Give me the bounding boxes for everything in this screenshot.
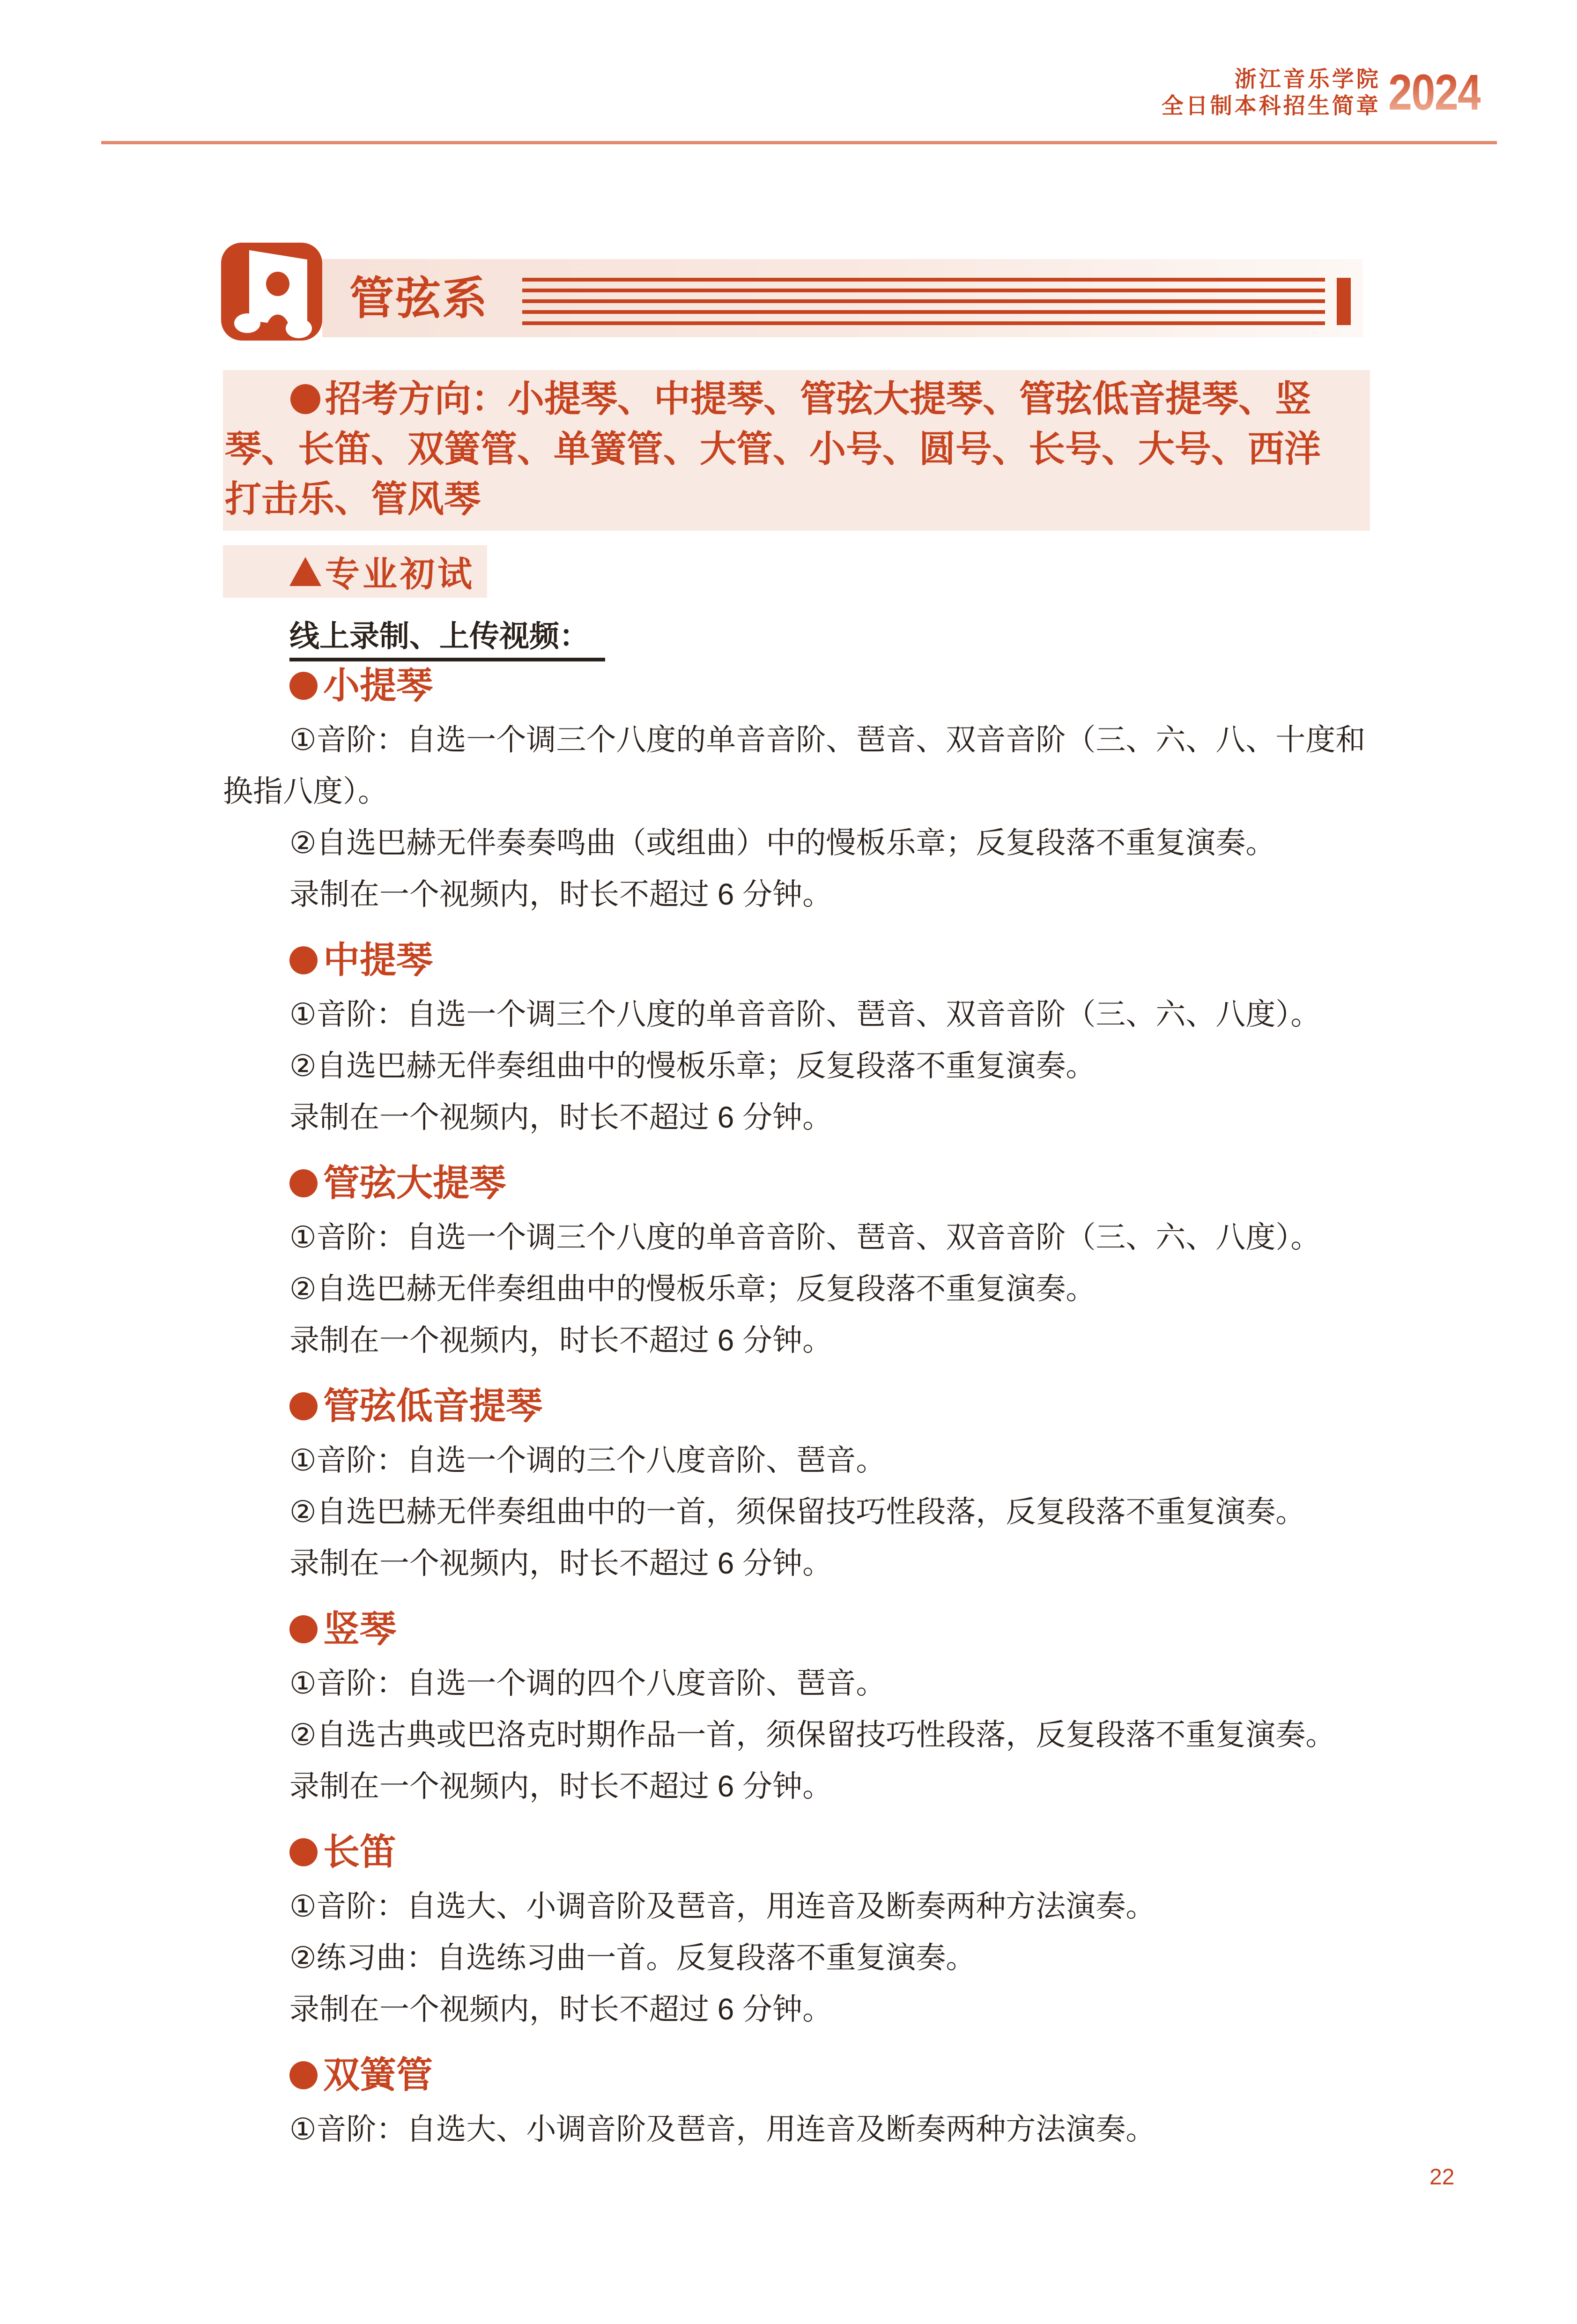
requirement-paragraph: ①音阶：自选一个调的四个八度音阶、琶音。 [289, 1666, 886, 1700]
requirement-paragraph: ②自选巴赫无伴奏奏鸣曲（或组曲）中的慢板乐章；反复段落不重复演奏。 [289, 826, 1276, 860]
instrument-heading [223, 934, 1370, 986]
recording-note-text: 线上录制、上传视频： [289, 619, 605, 661]
requirement-paragraph: 录制在一个视频内，时长不超过 6 分钟。 [289, 877, 833, 911]
instrument-heading [223, 2049, 1370, 2101]
instrument-requirements [223, 1880, 1370, 2035]
instrument-name: 中提琴 [323, 939, 433, 980]
music-note-icon [221, 243, 322, 341]
exam-round-tag [223, 545, 487, 598]
admission-directions-panel [223, 370, 1370, 531]
bullet-icon [289, 2061, 318, 2089]
instrument-name: 双簧管 [323, 2054, 433, 2095]
requirement-paragraph: ②自选巴赫无伴奏组曲中的一首，须保留技巧性段落，反复段落不重复演奏。 [289, 1495, 1306, 1529]
bullet-icon [290, 384, 320, 414]
instrument-requirements [223, 1657, 1370, 1812]
year-label: 2024 [1388, 64, 1481, 120]
requirement-paragraph: ①音阶：自选一个调三个八度的单音音阶、琶音、双音音阶（三、六、八度）。 [289, 1220, 1321, 1254]
requirement-paragraph: ②自选巴赫无伴奏组曲中的慢板乐章；反复段落不重复演奏。 [289, 1272, 1096, 1306]
requirement-paragraph: 录制在一个视频内，时长不超过 6 分钟。 [289, 1992, 833, 2026]
instrument-section [223, 934, 1370, 1143]
school-name [1162, 66, 1381, 119]
staff-end-bar [1337, 278, 1351, 325]
requirement-paragraph: 录制在一个视频内，时长不超过 6 分钟。 [289, 1546, 833, 1580]
instrument-name: 管弦大提琴 [323, 1162, 506, 1203]
requirement-paragraph: ①音阶：自选大、小调音阶及琶音，用连音及断奏两种方法演奏。 [289, 2112, 1156, 2146]
instrument-requirements [223, 1434, 1370, 1589]
instrument-requirements [223, 1211, 1370, 1366]
instrument-heading [223, 1157, 1370, 1209]
instrument-name: 小提琴 [323, 665, 433, 706]
instrument-requirements [223, 714, 1370, 920]
bullet-icon [289, 1838, 318, 1866]
department-title: 管弦系 [349, 274, 489, 324]
instrument-heading [223, 1603, 1370, 1655]
bullet-icon [289, 672, 318, 700]
requirement-paragraph: ①音阶：自选一个调三个八度的单音音阶、琶音、双音音阶（三、六、八度）。 [289, 997, 1321, 1031]
bullet-icon [289, 946, 318, 974]
page-number: 22 [1429, 2165, 1455, 2190]
staff-line [522, 321, 1325, 325]
staff-lines-decoration [522, 278, 1351, 325]
instrument-name: 管弦低音提琴 [323, 1385, 543, 1426]
requirement-paragraph: 录制在一个视频内，时长不超过 6 分钟。 [289, 1323, 833, 1357]
staff-line [522, 299, 1325, 303]
requirement-paragraph: ①音阶：自选大、小调音阶及琶音，用连音及断奏两种方法演奏。 [289, 1889, 1156, 1923]
requirement-paragraph: 录制在一个视频内，时长不超过 6 分钟。 [289, 1769, 833, 1803]
instrument-section [223, 1826, 1370, 2035]
page-header [1162, 66, 1497, 119]
requirement-paragraph: ①音阶：自选一个调三个八度的单音音阶、琶音、双音音阶（三、六、八、十度和换指八度）。 [223, 723, 1366, 808]
staff-line [522, 289, 1325, 292]
bullet-icon [289, 1615, 318, 1643]
school-name-line1: 浙江音乐学院 [1234, 67, 1381, 91]
requirement-paragraph: ②练习曲：自选练习曲一首。反复段落不重复演奏。 [289, 1941, 976, 1975]
staff-line [522, 278, 1325, 282]
instrument-section [223, 2049, 1370, 2155]
header-divider [101, 141, 1497, 144]
instrument-requirements [223, 2103, 1370, 2155]
instrument-section [223, 1380, 1370, 1589]
triangle-icon [289, 557, 321, 586]
admission-directions-value: 招考方向：小提琴、中提琴、管弦大提琴、管弦低音提琴、竖琴、长笛、双簧管、单簧管、大管、小号、圆号、长号、大号、西洋打击乐、管风琴 [225, 378, 1321, 520]
staff-line [522, 310, 1325, 314]
admission-directions-text [223, 374, 1370, 524]
instrument-section [223, 1603, 1370, 1812]
requirement-paragraph: ②自选巴赫无伴奏组曲中的慢板乐章；反复段落不重复演奏。 [289, 1049, 1096, 1083]
exam-round-label: 专业初试 [325, 555, 475, 594]
instrument-name: 竖琴 [323, 1608, 397, 1649]
recording-note [223, 610, 1370, 662]
instrument-heading [223, 660, 1370, 711]
bullet-icon [289, 1392, 318, 1420]
instrument-heading [223, 1380, 1370, 1432]
instrument-requirements [223, 988, 1370, 1143]
requirement-paragraph: ①音阶：自选一个调的三个八度音阶、琶音。 [289, 1443, 886, 1477]
bullet-icon [289, 1169, 318, 1197]
sections [223, 660, 1370, 2155]
requirement-paragraph: ②自选古典或巴洛克时期作品一首，须保留技巧性段落，反复段落不重复演奏。 [289, 1718, 1336, 1752]
instrument-section [223, 1157, 1370, 1366]
instrument-heading [223, 1826, 1370, 1878]
requirement-paragraph: 录制在一个视频内，时长不超过 6 分钟。 [289, 1100, 833, 1134]
instrument-section [223, 660, 1370, 920]
school-name-line2: 全日制本科招生简章 [1161, 93, 1381, 118]
instrument-name: 长笛 [323, 1831, 397, 1872]
